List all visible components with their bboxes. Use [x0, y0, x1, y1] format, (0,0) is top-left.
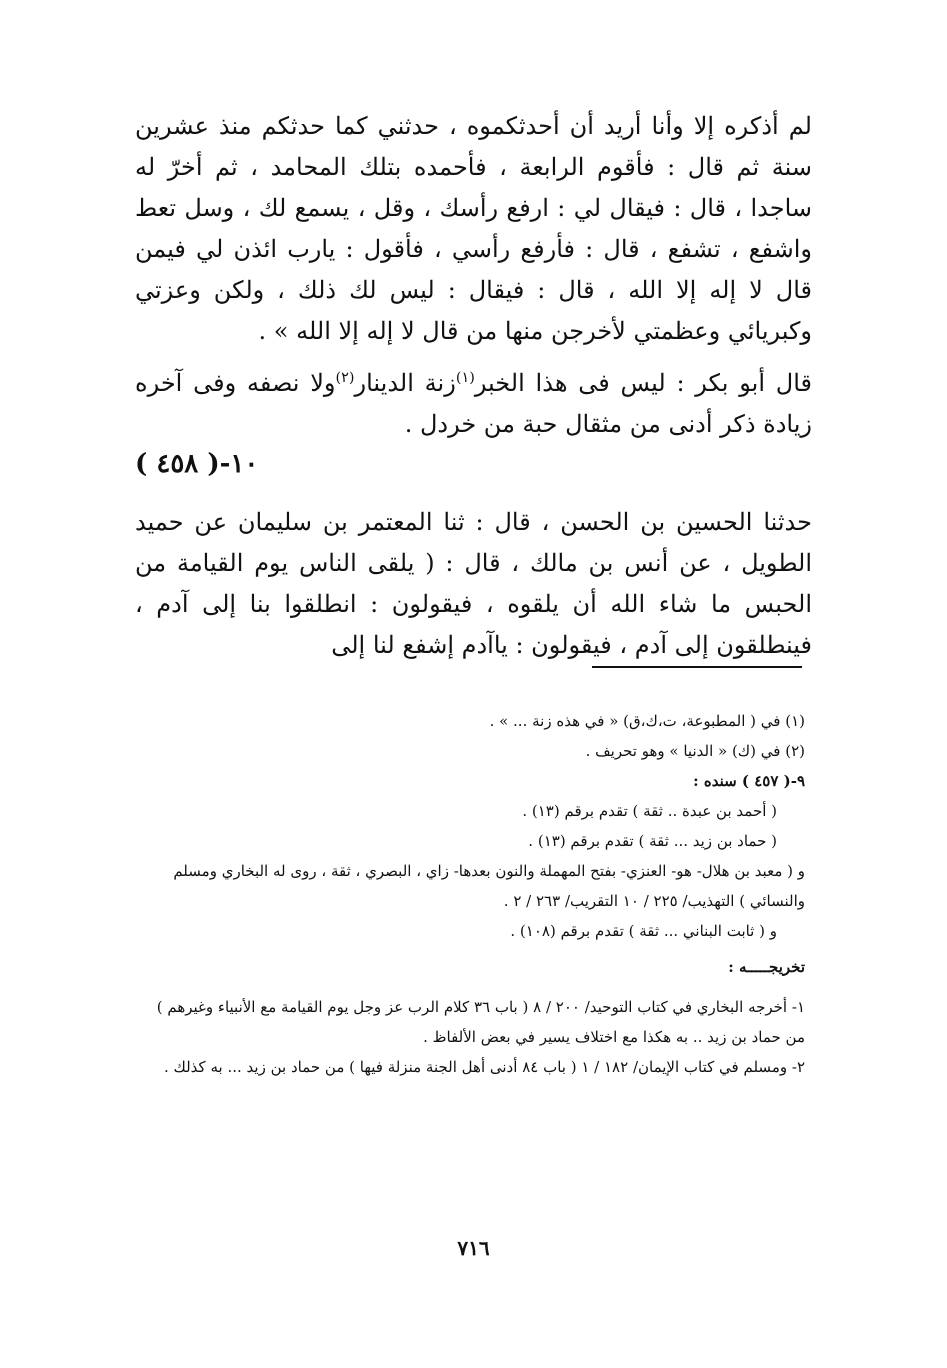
hadith-number-heading — [135, 449, 812, 479]
abu-bakr-text-3: ولا نصفه وفى آخره زيادة ذكر أدنى من مثقال حبة من خردل . — [135, 369, 812, 438]
footnote-2: (٢) في (ك) « الدنيا » وهو تحريف . — [585, 742, 805, 760]
footnote-ref-1: (١) — [455, 370, 475, 386]
footnote-ref-2: (٢) — [335, 370, 355, 386]
sanad-thabit: و ( ثابت البناني ... ثقة ) تقدم برقم (١٠٨) . — [510, 922, 777, 940]
abu-bakr-paragraph — [135, 358, 812, 445]
sanad-line-2: ( حماد بن زيد ... ثقة ) تقدم برقم (١٣) . — [528, 832, 777, 850]
footnote-separator — [592, 666, 802, 668]
main-text-block — [135, 106, 812, 445]
sanad-line-1: ( أحمد بن عبدة .. ثقة ) تقدم برقم (١٣) . — [522, 802, 777, 820]
hadith-number: ١٠-( ٤٥٨ ) — [135, 449, 259, 479]
takhrij-heading: تخريجـــــه : — [728, 958, 805, 976]
hadith-text-block — [135, 502, 812, 666]
sanad-mabad: و ( معبد بن هلال- هو- العنزي- بفتح المهملة والنون بعدها- زاي ، البصري ، ثقة ، روى له البخاري ومسلم والنسائي ) التهذيب/ ٢٢٥ / ١٠ التقريب/ ٢٦٣ / ٢ . — [173, 862, 805, 910]
abu-bakr-text-1: قال أبو بكر : ليس فى هذا الخبر — [474, 369, 813, 397]
hadith-text: حدثنا الحسين بن الحسن ، قال : ثنا المعتمر بن سليمان عن حميد الطويل ، عن أنس بن مالك ، قال : ( يلقى الناس يوم القيامة من الحبس ما شاء الله أن يلقوه ، فيقولون : انطلقوا بنا إلى آدم ، فينطلقون إلى آدم ، فيقولون : ياآدم إشفع لنا إلى — [135, 508, 812, 659]
page-number: ٧١٦ — [457, 1236, 490, 1260]
abu-bakr-text-2: زنة الدينار — [354, 369, 456, 397]
takhrij-1: ١- أخرجه البخاري في كتاب التوحيد/ ٢٠٠ / ٨ ( باب ٣٦ كلام الرب عز وجل يوم القيامة مع الأنبياء وغيرهم ) من حماد بن زيد .. به هكذا مع اختلاف يسير في بعض الألفاظ . — [156, 998, 805, 1046]
footnotes-block — [135, 706, 805, 1082]
footnote-1: (١) في ( المطبوعة، ت،ك،ق) « في هذه زنة ... » . — [489, 712, 805, 730]
sanad-heading: ٩-( ٤٥٧ ) سنده : — [693, 772, 805, 790]
takhrij-2: ٢- ومسلم في كتاب الإيمان/ ١٨٢ / ١ ( باب ٨٤ أدنى أهل الجنة منزلة فيها ) من حماد بن زيد ... به كذلك . — [163, 1058, 805, 1076]
body-paragraph-1: لم أذكره إلا وأنا أريد أن أحدثكموه ، حدثني كما حدثكم منذ عشرين سنة ثم قال : فأقوم الرابعة ، فأحمده بتلك المحامد ، ثم أخرّ له ساجدا ، قال : فيقال لي : ارفع رأسك ، وقل ، يسمع لك ، وسل تعط واشفع ، تشفع ، قال : فأرفع رأسي ، فأقول : يارب ائذن لي فيمن قال لا إله إلا الله ، قال : فيقال : ليس لك ذلك ، ولكن وعزتي وكبريائي وعظمتي لأخرجن منها من قال لا إله إلا الله » . — [135, 112, 812, 345]
